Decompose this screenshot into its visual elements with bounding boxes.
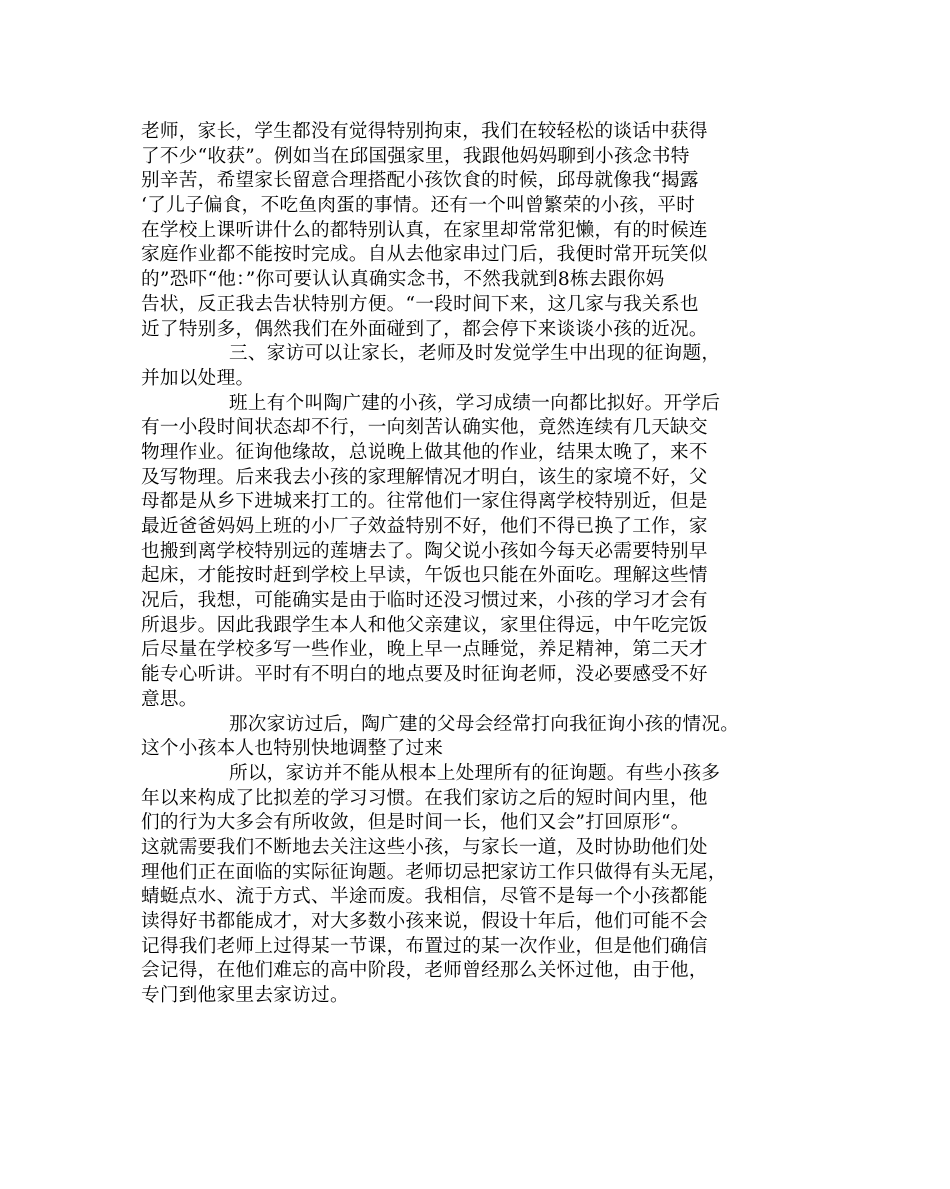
text-line: ‘了儿子偏食，不吃鱼肉蛋的事情。还有一个叫曾繁荣的小孩，平时 [141,195,696,217]
text-line: 并加以处理。 [141,367,255,389]
text-line: 也搬到离学校特别远的莲塘去了。陶父说小孩如今每天必需要特别早 [141,540,708,562]
text-line: 这个小孩本人也特别快地调整了过来 [141,738,444,760]
text-line: 的”恐吓“他：”你可要认认真确实念书，不然我就到8栋去跟你妈 [141,269,665,291]
text-line: 班上有个叫陶广建的小孩，学习成绩一向都比拟好。开学后 [229,392,721,414]
text-line: 后尽量在学校多写一些作业，晚上早一点睡觉，养足精神，第二天才 [141,639,708,661]
text-line: 读得好书都能成才，对大多数小孩来说，假设十年后，他们可能不会 [141,911,708,932]
text-line: 年以来构成了比拟差的学习习惯。在我们家访之后的短时间内里，他 [141,787,708,809]
text-line: 记得我们老师上过得某一节课，布置过的某一次作业，但是他们确信 [141,935,708,957]
text-line: 那次家访过后，陶广建的父母会经常打向我征询小孩的情况。 [229,713,740,735]
text-line: 专门到他家里去家访过。 [141,985,349,1007]
text-line: 物理作业。征询他缘故，总说晚上做其他的作业，结果太晚了，来不 [141,441,708,463]
text-line: 告状，反正我去告状特别方便。“一段时间下来，这几家与我关系也 [141,293,699,315]
text-line: 理他们正在面临的实际征询题。老师切忌把家访工作只做得有头无尾， [141,861,727,883]
text-line: 近了特别多，偶然我们在外面碰到了，都会停下来谈谈小孩的近况。 [141,318,708,340]
text-line: 起床，才能按时赶到学校上早读，午饭也只能在外面吃。理解这些情 [141,565,708,587]
text-line: 有一小段时间状态却不行，一向刻苦认确实他，竟然连续有几天缺交 [141,417,708,439]
text-line: 及写物理。后来我去小孩的家理解情况才明白，该生的家境不好，父 [141,466,708,488]
text-line: 了不少“收获”。例如当在邱国强家里，我跟他妈妈聊到小孩念书特 [141,145,690,167]
text-line: 况后，我想，可能确实是由于临时还没习惯过来，小孩的学习才会有 [141,590,708,612]
text-line: 家庭作业都不能按时完成。自从去他家串过门后，我便时常开玩笑似 [141,244,708,266]
document-body [141,120,811,1009]
text-line: 蜻蜓点水、流于方式、半途而废。我相信，尽管不是每一个小孩都能 [141,886,708,908]
text-line: 所退步。因此我跟学生本人和他父亲建议，家里住得远，中午吃完饭 [141,614,708,636]
text-line: 最近爸爸妈妈上班的小厂子效益特别不好，他们不得已换了工作，家 [141,516,708,537]
text-line: 三、家访可以让家长，老师及时发觉学生中出现的征询题， [229,343,721,365]
text-line: 老师，家长，学生都没有觉得特别拘束，我们在较轻松的谈话中获得 [141,121,708,142]
text-line: 能专心听讲。平时有不明白的地点要及时征询老师，没必要感受不好 [141,664,708,686]
text-line: 会记得，在他们难忘的高中阶段，老师曾经那么关怀过他，由于他， [141,960,708,982]
text-line: 别辛苦，希望家长留意合理搭配小孩饮食的时候，邱母就像我“揭露 [141,170,699,192]
text-line: 所以，家访并不能从根本上处理所有的征询题。有些小孩多 [229,762,721,784]
text-line: 这就需要我们不断地去关注这些小孩，与家长一道，及时协助他们处 [141,836,708,858]
text-line: 们的行为大多会有所收敛，但是时间一长，他们又会”打回原形“。 [141,812,690,834]
text-line: 在学校上课听讲什么的都特别认真，在家里却常常犯懒，有的时候连 [141,219,708,241]
text-line: 意思。 [141,688,198,710]
text-line: 母都是从乡下进城来打工的。往常他们一家住得离学校特别近，但是 [141,491,708,513]
